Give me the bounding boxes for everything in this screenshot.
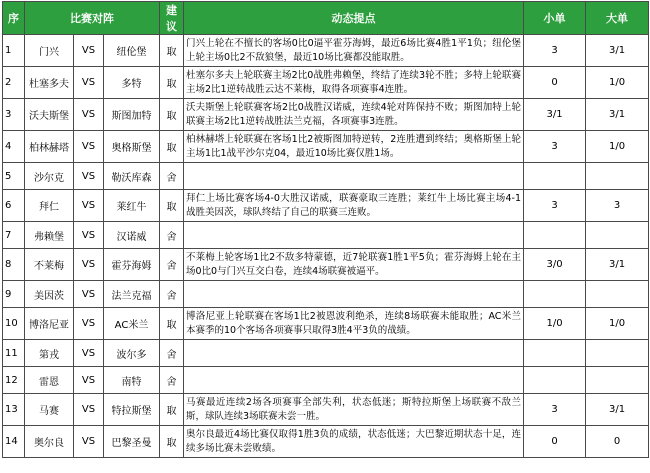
row-number: 10 bbox=[3, 308, 25, 340]
small-bet: 3/0 bbox=[524, 249, 586, 281]
big-bet bbox=[586, 281, 649, 308]
suggestion: 取 bbox=[160, 35, 184, 67]
table-row bbox=[3, 340, 649, 367]
row-number: 3 bbox=[3, 99, 25, 131]
small-bet: 0 bbox=[524, 67, 586, 99]
home-team: 沙尔克 bbox=[25, 163, 74, 190]
tip-note bbox=[184, 222, 524, 249]
row-number: 14 bbox=[3, 426, 25, 458]
row-number: 8 bbox=[3, 249, 25, 281]
vs-label: VS bbox=[74, 190, 104, 222]
home-team: 拜仁 bbox=[25, 190, 74, 222]
suggestion: 舍 bbox=[160, 340, 184, 367]
suggestion: 取 bbox=[160, 131, 184, 163]
tip-note: 不莱梅上轮客场1比2不敌多特蒙德，近7轮联赛1胜1平5负；霍芬海姆上轮在主场0比0与门兴互交白卷，连续4场联赛被逼平。 bbox=[184, 249, 524, 281]
big-bet: 3/1 bbox=[586, 35, 649, 67]
table-row bbox=[3, 281, 649, 308]
tip-note: 杜塞尔多夫上轮联赛主场2比0战胜弗赖堡，终结了连续3轮不胜；多特上轮联赛主场2比1逆转战胜云达不莱梅，取得各项赛事4连胜。 bbox=[184, 67, 524, 99]
vs-label: VS bbox=[74, 308, 104, 340]
vs-label: VS bbox=[74, 367, 104, 394]
big-bet: 3 bbox=[586, 190, 649, 222]
table-row bbox=[3, 249, 649, 281]
row-number: 9 bbox=[3, 281, 25, 308]
home-team: 沃夫斯堡 bbox=[25, 99, 74, 131]
suggestion: 取 bbox=[160, 394, 184, 426]
header-small: 小单 bbox=[524, 2, 586, 35]
tip-note: 马赛最近连续2场各项赛事全部失利，状态低迷；斯特拉斯堡上场联赛不敌兰斯，球队连续3场联赛未尝一胜。 bbox=[184, 394, 524, 426]
tip-note: 沃夫斯堡上轮联赛客场2比0战胜汉诺威，连续4轮对阵保持不败；斯图加特上轮联赛主场2比1逆转战胜法兰克福，各项赛事3连胜。 bbox=[184, 99, 524, 131]
row-number: 2 bbox=[3, 67, 25, 99]
small-bet: 3/1 bbox=[524, 99, 586, 131]
away-team: 莱红牛 bbox=[104, 190, 160, 222]
small-bet bbox=[524, 281, 586, 308]
away-team: 特拉斯堡 bbox=[104, 394, 160, 426]
big-bet: 1/0 bbox=[586, 131, 649, 163]
suggestion: 舍 bbox=[160, 249, 184, 281]
tip-note: 门兴上轮在不擅长的客场0比0逼平霍芬海姆，最近6场比赛4胜1平1负；纽伦堡上轮主场0比2不敌狼堡，最近10场比赛都没能取胜。 bbox=[184, 35, 524, 67]
big-bet: 3/1 bbox=[586, 249, 649, 281]
vs-label: VS bbox=[74, 35, 104, 67]
big-bet bbox=[586, 163, 649, 190]
tip-note: 奥尔良最近4场比赛仅取得1胜3负的成绩，状态低迷；大巴黎近期状态十足，连续多场比赛未尝败绩。 bbox=[184, 426, 524, 458]
tip-note bbox=[184, 367, 524, 394]
vs-label: VS bbox=[74, 426, 104, 458]
small-bet bbox=[524, 367, 586, 394]
suggestion: 舍 bbox=[160, 163, 184, 190]
suggestion: 取 bbox=[160, 308, 184, 340]
away-team: 勒沃库森 bbox=[104, 163, 160, 190]
table-row bbox=[3, 367, 649, 394]
match-table bbox=[2, 1, 649, 458]
vs-label: VS bbox=[74, 67, 104, 99]
away-team: 南特 bbox=[104, 367, 160, 394]
away-team: 巴黎圣曼 bbox=[104, 426, 160, 458]
table-row bbox=[3, 67, 649, 99]
home-team: 雷恩 bbox=[25, 367, 74, 394]
small-bet: 3 bbox=[524, 35, 586, 67]
row-number: 13 bbox=[3, 394, 25, 426]
away-team: 法兰克福 bbox=[104, 281, 160, 308]
vs-label: VS bbox=[74, 222, 104, 249]
small-bet bbox=[524, 340, 586, 367]
big-bet bbox=[586, 222, 649, 249]
away-team: 波尔多 bbox=[104, 340, 160, 367]
tip-note: 拜仁上场比赛客场4-0大胜汉诺威，联赛豪取三连胜；莱红牛上场比赛主场4-1战胜美因茨，球队终结了自己的联赛三连败。 bbox=[184, 190, 524, 222]
vs-label: VS bbox=[74, 340, 104, 367]
suggestion: 舍 bbox=[160, 281, 184, 308]
home-team: 杜塞多夫 bbox=[25, 67, 74, 99]
away-team: 霍芬海姆 bbox=[104, 249, 160, 281]
suggestion: 舍 bbox=[160, 367, 184, 394]
big-bet: 1/0 bbox=[586, 308, 649, 340]
vs-label: VS bbox=[74, 163, 104, 190]
tip-note bbox=[184, 340, 524, 367]
small-bet: 1/0 bbox=[524, 308, 586, 340]
header-no: 序 bbox=[3, 2, 25, 35]
table-row bbox=[3, 131, 649, 163]
header-match: 比赛对阵 bbox=[25, 2, 160, 35]
big-bet: 0 bbox=[586, 426, 649, 458]
header-tips: 动态提点 bbox=[184, 2, 524, 35]
suggestion: 舍 bbox=[160, 222, 184, 249]
home-team: 奥尔良 bbox=[25, 426, 74, 458]
header-big: 大单 bbox=[586, 2, 649, 35]
small-bet: 3 bbox=[524, 190, 586, 222]
small-bet bbox=[524, 163, 586, 190]
suggestion: 取 bbox=[160, 67, 184, 99]
vs-label: VS bbox=[74, 99, 104, 131]
row-number: 4 bbox=[3, 131, 25, 163]
small-bet: 0 bbox=[524, 426, 586, 458]
tip-note: 博洛尼亚上轮联赛在客场1比2被恩波利绝杀，连续8场联赛未能取胜；AC米兰本赛季的10个客场各项赛事只取得3胜4平3负的战绩。 bbox=[184, 308, 524, 340]
vs-label: VS bbox=[74, 249, 104, 281]
tip-note bbox=[184, 163, 524, 190]
home-team: 美因茨 bbox=[25, 281, 74, 308]
big-bet: 3/1 bbox=[586, 394, 649, 426]
header-row bbox=[3, 2, 649, 35]
home-team: 门兴 bbox=[25, 35, 74, 67]
table-row bbox=[3, 35, 649, 67]
suggestion: 取 bbox=[160, 99, 184, 131]
table-row bbox=[3, 163, 649, 190]
table-row bbox=[3, 222, 649, 249]
big-bet bbox=[586, 367, 649, 394]
small-bet: 3 bbox=[524, 394, 586, 426]
home-team: 不莱梅 bbox=[25, 249, 74, 281]
row-number: 7 bbox=[3, 222, 25, 249]
small-bet bbox=[524, 222, 586, 249]
tip-note: 柏林赫塔上轮联赛在客场1比2被斯图加特逆转，2连胜遭到终结；奥格斯堡上轮主场1比1战平沙尔克04，最近10场比赛仅胜1场。 bbox=[184, 131, 524, 163]
row-number: 1 bbox=[3, 35, 25, 67]
row-number: 11 bbox=[3, 340, 25, 367]
tip-note bbox=[184, 281, 524, 308]
table-row bbox=[3, 99, 649, 131]
header-suggest: 建议 bbox=[160, 2, 184, 35]
vs-label: VS bbox=[74, 281, 104, 308]
home-team: 博洛尼亚 bbox=[25, 308, 74, 340]
vs-label: VS bbox=[74, 131, 104, 163]
suggestion: 取 bbox=[160, 426, 184, 458]
row-number: 5 bbox=[3, 163, 25, 190]
big-bet: 1/0 bbox=[586, 67, 649, 99]
home-team: 马赛 bbox=[25, 394, 74, 426]
table-row bbox=[3, 394, 649, 426]
home-team: 弗赖堡 bbox=[25, 222, 74, 249]
away-team: 奥格斯堡 bbox=[104, 131, 160, 163]
big-bet bbox=[586, 340, 649, 367]
row-number: 12 bbox=[3, 367, 25, 394]
away-team: 斯图加特 bbox=[104, 99, 160, 131]
vs-label: VS bbox=[74, 394, 104, 426]
away-team: 多特 bbox=[104, 67, 160, 99]
table-row bbox=[3, 190, 649, 222]
home-team: 柏林赫塔 bbox=[25, 131, 74, 163]
table-row bbox=[3, 308, 649, 340]
away-team: 汉诺威 bbox=[104, 222, 160, 249]
big-bet: 3/1 bbox=[586, 99, 649, 131]
small-bet: 3 bbox=[524, 131, 586, 163]
suggestion: 取 bbox=[160, 190, 184, 222]
away-team: 纽伦堡 bbox=[104, 35, 160, 67]
row-number: 6 bbox=[3, 190, 25, 222]
table-row bbox=[3, 426, 649, 458]
home-team: 第戎 bbox=[25, 340, 74, 367]
away-team: AC米兰 bbox=[104, 308, 160, 340]
